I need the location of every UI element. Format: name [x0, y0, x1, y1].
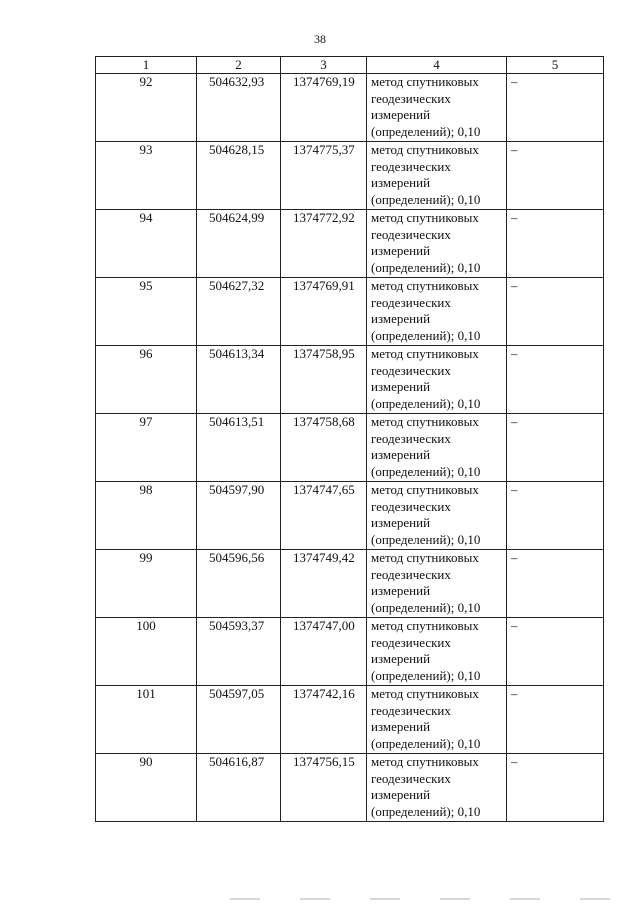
note-dash: – — [511, 142, 518, 157]
page-number: 38 — [314, 32, 326, 46]
method-line: геодезических — [371, 362, 451, 378]
point-number: 95 — [96, 278, 197, 346]
coordinate-x: 504627,32 — [197, 278, 281, 346]
method-line: измерений — [371, 583, 431, 598]
header-col-5: 5 — [507, 57, 604, 74]
method-cell — [367, 142, 507, 210]
method-cell — [367, 210, 507, 278]
method-line: метод спутниковых — [371, 550, 479, 565]
method-line: метод спутниковых — [371, 346, 479, 361]
note-dash: – — [511, 482, 518, 497]
method-cell — [367, 346, 507, 414]
method-line: (определений); 0,10 — [371, 191, 481, 207]
table-row — [96, 686, 604, 754]
method-line: геодезических — [371, 634, 451, 650]
method-line: геодезических — [371, 770, 451, 786]
method-line: метод спутниковых — [371, 482, 479, 497]
point-number: 96 — [96, 346, 197, 414]
coordinate-y: 1374769,19 — [281, 74, 367, 142]
point-number: 97 — [96, 414, 197, 482]
table-row — [96, 414, 604, 482]
method-line: (определений); 0,10 — [371, 531, 481, 547]
table-row — [96, 210, 604, 278]
method-line: (определений); 0,10 — [371, 735, 481, 751]
method-cell — [367, 686, 507, 754]
method-line: метод спутниковых — [371, 618, 479, 633]
header-col-2: 2 — [197, 57, 281, 74]
coordinate-x: 504616,87 — [197, 754, 281, 822]
header-col-1: 1 — [96, 57, 197, 74]
method-line: (определений); 0,10 — [371, 123, 481, 139]
method-cell — [367, 74, 507, 142]
note-dash: – — [511, 414, 518, 429]
coordinate-y: 1374742,16 — [281, 686, 367, 754]
coordinate-x: 504613,34 — [197, 346, 281, 414]
method-line: геодезических — [371, 90, 451, 106]
note-cell — [507, 414, 604, 482]
point-number: 101 — [96, 686, 197, 754]
coordinate-y: 1374758,95 — [281, 346, 367, 414]
coordinate-y: 1374749,42 — [281, 550, 367, 618]
table-row — [96, 482, 604, 550]
coordinate-x: 504596,56 — [197, 550, 281, 618]
coordinate-y: 1374756,15 — [281, 754, 367, 822]
note-dash: – — [511, 74, 518, 89]
method-line: геодезических — [371, 158, 451, 174]
coordinate-x: 504632,93 — [197, 74, 281, 142]
coordinates-table — [95, 56, 604, 822]
coordinate-x: 504597,05 — [197, 686, 281, 754]
method-line: метод спутниковых — [371, 414, 479, 429]
method-line: измерений — [371, 787, 431, 802]
method-line: (определений); 0,10 — [371, 463, 481, 479]
coordinate-y: 1374747,65 — [281, 482, 367, 550]
note-cell — [507, 482, 604, 550]
method-line: геодезических — [371, 430, 451, 446]
note-cell — [507, 278, 604, 346]
method-line: геодезических — [371, 498, 451, 514]
note-dash: – — [511, 550, 518, 565]
table-row — [96, 618, 604, 686]
method-cell — [367, 754, 507, 822]
method-line: (определений); 0,10 — [371, 327, 481, 343]
method-line: геодезических — [371, 566, 451, 582]
method-line: метод спутниковых — [371, 686, 479, 701]
note-cell — [507, 754, 604, 822]
method-line: метод спутниковых — [371, 74, 479, 89]
method-cell — [367, 482, 507, 550]
note-cell — [507, 618, 604, 686]
note-dash: – — [511, 618, 518, 633]
note-dash: – — [511, 210, 518, 225]
method-cell — [367, 414, 507, 482]
point-number: 94 — [96, 210, 197, 278]
coordinate-x: 504624,99 — [197, 210, 281, 278]
table-row — [96, 754, 604, 822]
coordinate-x: 504593,37 — [197, 618, 281, 686]
note-dash: – — [511, 278, 518, 293]
table-row — [96, 74, 604, 142]
method-line: (определений); 0,10 — [371, 259, 481, 275]
method-line: измерений — [371, 311, 431, 326]
method-line: геодезических — [371, 226, 451, 242]
table-row — [96, 278, 604, 346]
note-cell — [507, 142, 604, 210]
scan-artifact — [230, 898, 620, 900]
coordinate-y: 1374758,68 — [281, 414, 367, 482]
note-dash: – — [511, 754, 518, 769]
point-number: 92 — [96, 74, 197, 142]
method-line: измерений — [371, 175, 431, 190]
coordinate-y: 1374747,00 — [281, 618, 367, 686]
header-row — [96, 57, 604, 74]
method-line: измерений — [371, 719, 431, 734]
table-header — [96, 57, 604, 74]
coordinate-y: 1374775,37 — [281, 142, 367, 210]
method-line: измерений — [371, 243, 431, 258]
method-line: метод спутниковых — [371, 754, 479, 769]
coordinate-x: 504628,15 — [197, 142, 281, 210]
method-line: метод спутниковых — [371, 210, 479, 225]
note-cell — [507, 346, 604, 414]
note-dash: – — [511, 346, 518, 361]
method-line: геодезических — [371, 702, 451, 718]
note-cell — [507, 686, 604, 754]
method-cell — [367, 550, 507, 618]
note-dash: – — [511, 686, 518, 701]
table-row — [96, 550, 604, 618]
method-line: (определений); 0,10 — [371, 667, 481, 683]
table-row — [96, 346, 604, 414]
method-line: метод спутниковых — [371, 278, 479, 293]
method-line: измерений — [371, 651, 431, 666]
method-line: (определений); 0,10 — [371, 599, 481, 615]
note-cell — [507, 74, 604, 142]
coordinate-y: 1374769,91 — [281, 278, 367, 346]
method-cell — [367, 618, 507, 686]
point-number: 90 — [96, 754, 197, 822]
point-number: 93 — [96, 142, 197, 210]
method-line: измерений — [371, 107, 431, 122]
method-line: (определений); 0,10 — [371, 803, 481, 819]
method-line: геодезических — [371, 294, 451, 310]
point-number: 98 — [96, 482, 197, 550]
method-line: измерений — [371, 379, 431, 394]
method-line: метод спутниковых — [371, 142, 479, 157]
point-number: 100 — [96, 618, 197, 686]
method-line: измерений — [371, 515, 431, 530]
method-line: измерений — [371, 447, 431, 462]
note-cell — [507, 210, 604, 278]
table-row — [96, 142, 604, 210]
header-col-4: 4 — [367, 57, 507, 74]
note-cell — [507, 550, 604, 618]
method-cell — [367, 278, 507, 346]
coordinate-y: 1374772,92 — [281, 210, 367, 278]
coordinate-x: 504597,90 — [197, 482, 281, 550]
table-body — [96, 74, 604, 822]
coordinate-x: 504613,51 — [197, 414, 281, 482]
method-line: (определений); 0,10 — [371, 395, 481, 411]
header-col-3: 3 — [281, 57, 367, 74]
point-number: 99 — [96, 550, 197, 618]
